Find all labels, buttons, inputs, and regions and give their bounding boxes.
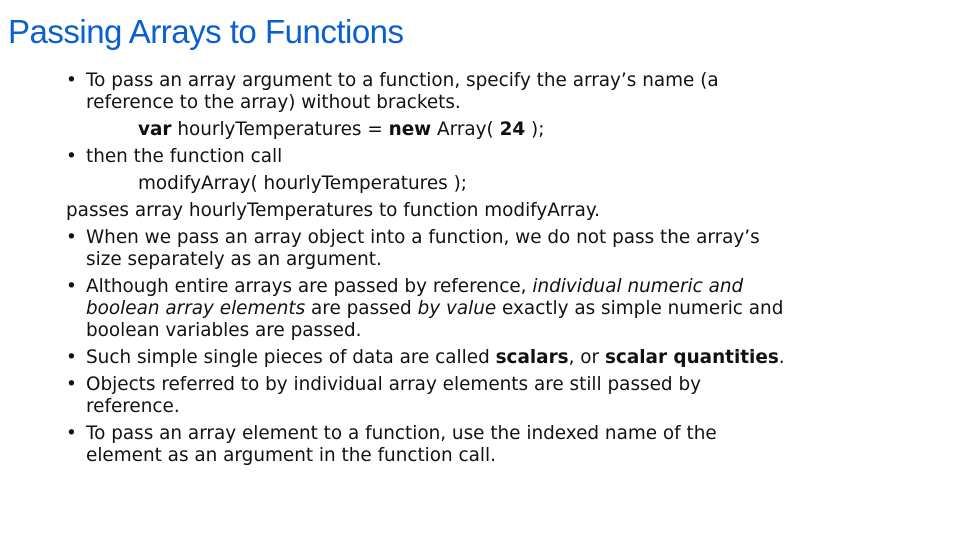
bullet-item <box>66 146 946 168</box>
bullet-text-continued: reference to the array) without brackets. <box>86 92 461 113</box>
bullet-text-continued: boolean array elements are passed by value exactly as simple numeric and <box>86 298 784 319</box>
bullet-glyph: • <box>66 347 77 368</box>
bullet-item <box>66 70 946 92</box>
bullet-text: Such simple single pieces of data are called scalars, or scalar quantities. <box>86 347 785 368</box>
bullet-glyph: • <box>66 423 77 444</box>
bullet-glyph: • <box>66 374 77 395</box>
keyword: new <box>388 119 432 140</box>
code-line: modifyArray( hourlyTemperatures ); <box>138 173 467 194</box>
bullet-text-continued: element as an argument in the function call. <box>86 445 496 466</box>
bullet-glyph: • <box>66 227 77 248</box>
slide-title: Passing Arrays to Functions <box>8 13 404 50</box>
bullet-item <box>66 227 946 249</box>
bullet-text-continued: reference. <box>86 396 180 417</box>
bullet-text: Objects referred to by individual array elements are still passed by <box>86 374 701 395</box>
bullet-glyph: • <box>66 146 77 167</box>
slide-body <box>66 70 946 467</box>
bullet-item <box>66 347 946 369</box>
bold-term: scalar quantities <box>604 347 779 368</box>
bullet-item <box>66 423 946 445</box>
bullet-text: To pass an array element to a function, use the indexed name of the <box>86 423 717 444</box>
number: 24 <box>499 119 526 140</box>
bullet-text-continued: boolean variables are passed. <box>86 320 362 341</box>
bullet-item <box>66 276 946 298</box>
bullet-glyph: • <box>66 276 77 297</box>
bold-term: scalars <box>495 347 569 368</box>
keyword: var <box>138 119 172 140</box>
code-line: var hourlyTemperatures = new Array( 24 ); <box>138 119 545 140</box>
bullet-text: When we pass an array object into a function, we do not pass the array’s <box>86 227 760 248</box>
bullet-text: To pass an array argument to a function, specify the array’s name (a <box>86 70 719 91</box>
plain-text: passes array hourlyTemperatures to function modifyArray. <box>66 200 600 221</box>
bullet-glyph: • <box>66 70 77 91</box>
bullet-text: Although entire arrays are passed by reference, individual numeric and <box>86 276 744 297</box>
bullet-item <box>66 374 946 396</box>
italic-text: by value <box>417 298 497 319</box>
italic-text: individual numeric and <box>532 276 744 297</box>
italic-text: boolean array elements <box>86 298 306 319</box>
bullet-text-continued: size separately as an argument. <box>86 249 382 270</box>
bullet-text: then the function call <box>86 146 283 167</box>
